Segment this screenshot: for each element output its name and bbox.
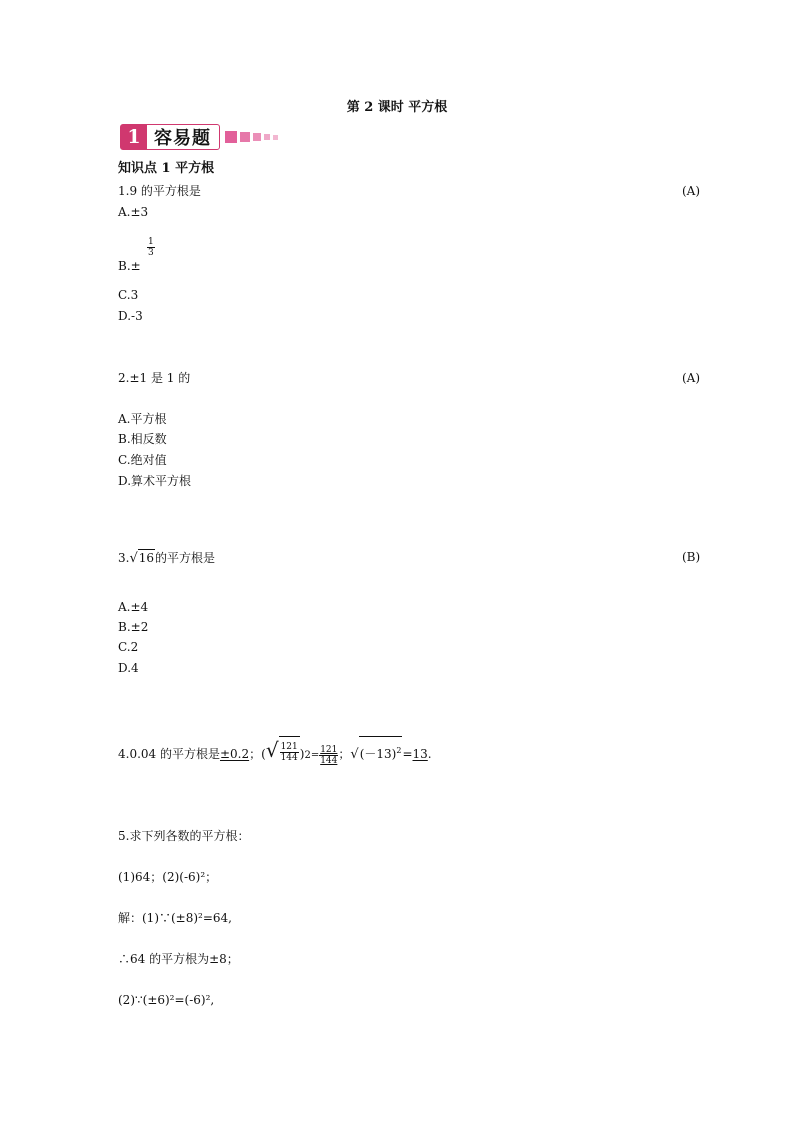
sqrt-symbol: √: [129, 551, 138, 566]
section-number: 1: [121, 125, 147, 149]
question-4-end: .: [427, 747, 432, 761]
question-3-number: 3.: [118, 551, 130, 565]
option-b-prefix: B.±: [118, 259, 141, 273]
question-4-sep-1: ；: [249, 747, 262, 761]
sqrt-expression: [359, 736, 403, 768]
question-1-stem: 1.9 的平方根是: [118, 184, 201, 198]
fraction-denominator: 144: [280, 753, 298, 763]
sqrt-radicand: 16: [138, 551, 155, 565]
question-4-result-fraction: [319, 745, 338, 766]
question-4-equals: 2=: [304, 750, 320, 761]
section-banner: [120, 124, 278, 150]
question-4: [118, 736, 432, 776]
fraction-numerator: 121: [320, 745, 338, 755]
decor-square-4: [264, 134, 270, 140]
section-label: 容易题: [154, 128, 211, 149]
question-1-option-d: D.-3: [118, 309, 143, 323]
question-3-text: 的平方根是: [155, 551, 216, 565]
question-2-option-c: C.绝对值: [118, 453, 167, 467]
sqrt-symbol: √: [350, 747, 359, 762]
fraction-numerator: 1: [148, 237, 154, 247]
question-3-answer: (B): [682, 550, 701, 564]
question-2-option-d: D.算术平方根: [118, 474, 192, 488]
question-1-option-a: A.±3: [118, 205, 149, 219]
question-1-option-b: [118, 258, 141, 274]
question-5-stem: 5.求下列各数的平方根：: [118, 829, 250, 843]
fraction-numerator: 121: [280, 742, 298, 752]
question-1-option-c: C.3: [118, 288, 139, 302]
question-3-stem: [118, 549, 215, 567]
question-4-open-paren: (: [261, 747, 266, 761]
question-3-option-c: C.2: [118, 640, 139, 654]
fraction-denominator: 3: [148, 248, 154, 258]
question-5-parts: (1)64；(2)(-6)²；: [118, 870, 218, 884]
sqrt-exponent: 2: [396, 746, 402, 755]
section-box: [120, 124, 220, 150]
question-3-option-d: D.4: [118, 661, 139, 675]
question-3-option-a: A.±4: [118, 600, 149, 614]
question-2-stem: 2.±1 是 1 的: [118, 371, 191, 385]
question-2-option-a: A.平方根: [118, 412, 167, 426]
sqrt-inner: (－13): [359, 747, 397, 761]
decor-square-3: [253, 133, 261, 141]
decor-square-5: [273, 135, 278, 140]
knowledge-point-title: 知识点 1 平方根: [118, 161, 215, 176]
question-3-option-b: B.±2: [118, 620, 149, 634]
question-4-answer-1: ±0.2: [219, 747, 250, 761]
decor-square-2: [240, 132, 250, 142]
question-4-equals-2: =: [402, 747, 413, 761]
solution-line-2: ∴64 的平方根为±8；: [118, 952, 239, 966]
question-2-answer: (A): [682, 371, 701, 385]
sqrt-fraction: [279, 736, 300, 766]
solution-line-1: 解：(1)∵(±8)²=64,: [118, 911, 233, 925]
question-4-lead: 4.0.04 的平方根是: [118, 747, 220, 761]
sqrt-symbol: √: [265, 738, 279, 762]
question-4-sep-2: ；: [338, 747, 351, 761]
question-4-answer-2: 13: [412, 747, 428, 761]
solution-line-3: (2)∵(±6)²=(-6)²,: [118, 993, 215, 1007]
question-1-answer: (A): [682, 184, 701, 198]
page-title: 第 2 课时 平方根: [346, 100, 448, 115]
decor-square-1: [225, 131, 237, 143]
question-4-close-paren: ): [299, 747, 305, 761]
option-b-fraction: [147, 237, 155, 258]
question-2-option-b: B.相反数: [118, 432, 167, 446]
fraction-denominator: 144: [320, 756, 338, 766]
